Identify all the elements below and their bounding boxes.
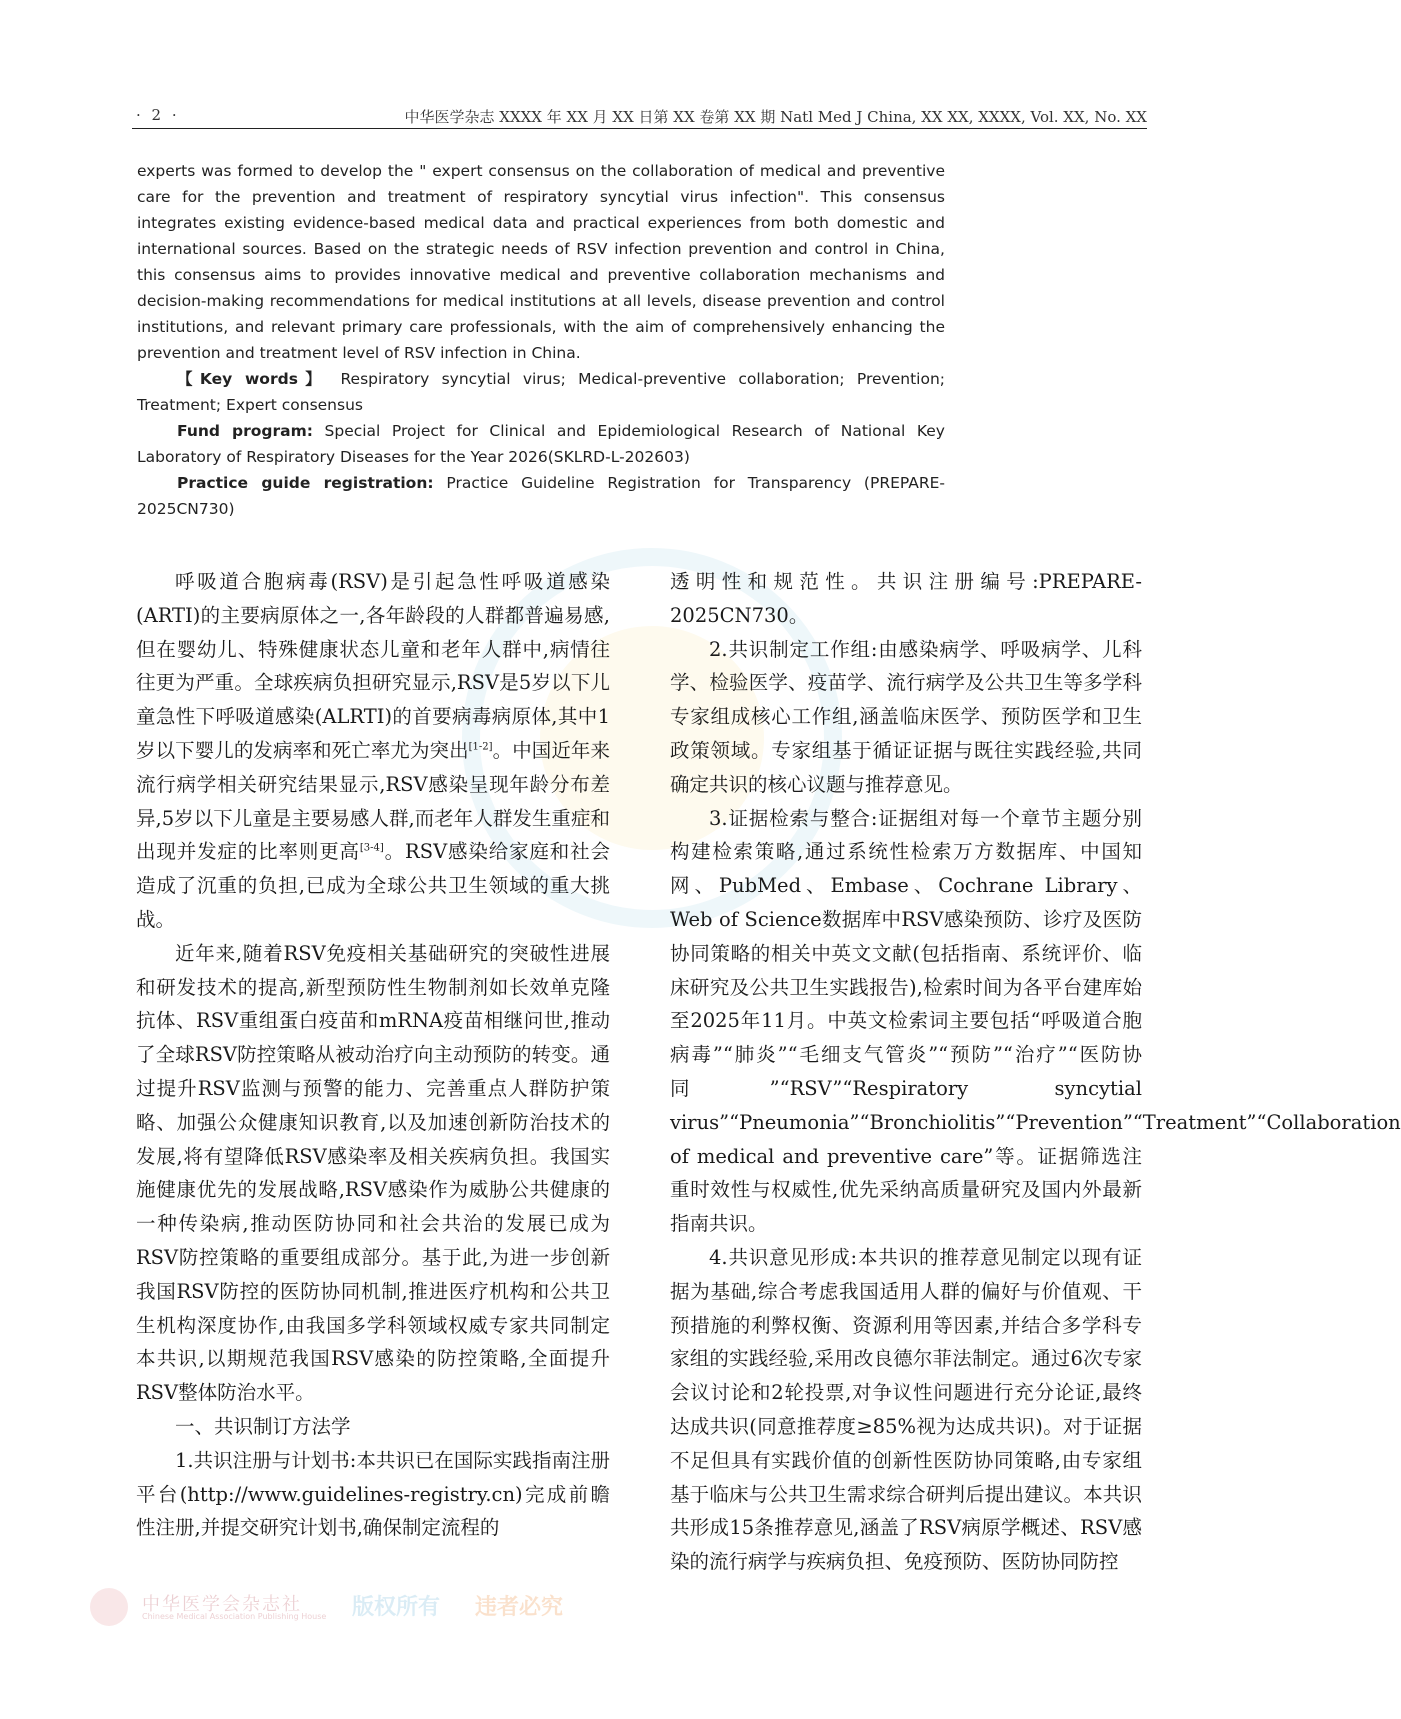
fund-text: Special Project for Clinical and Epidemiological Research of National Key Laboratory of Respiratory Diseases for the Year 2026(SKLRD-L-202603) (137, 422, 945, 466)
intro-text-a: 呼吸道合胞病毒(RSV)是引起急性呼吸道感染(ARTI)的主要病原体之一,各年龄段的人群都普遍易感,但在婴幼儿、特殊健康状态儿童和老年人群中,病情往往更为严重。全球疾病负担研究显示,RSV是5岁以下儿童急性下呼吸道感染(ALRTI)的首要病毒病原体,其中1岁以下婴儿的发病率和死亡率尤为突出 (136, 570, 610, 762)
abstract-body: experts was formed to develop the " expert consensus on the collaboration of medical and preventive care for the prevention and treatment of respiratory syncytial virus infection". This consensus integrates existing evidence-based medical data and practical experiences from both domestic and international sources. Based on the strategic needs of RSV infection prevention and control in China, this consensus aims to provides innovative medical and preventive collaboration mechanisms and decision-making recommendations for medical institutions at all levels, disease prevention and control institutions, and relevant primary care professionals, with the aim of comprehensively enhancing the prevention and treatment level of RSV infection in China. (137, 162, 945, 362)
fund-line (137, 418, 945, 470)
publisher-logo-icon (90, 1588, 128, 1626)
section-heading: 一、共识制订方法学 (175, 1414, 351, 1438)
keywords-line (137, 366, 945, 418)
publisher-watermark (90, 1588, 590, 1628)
method-paragraph-1-continued: 透明性和规范性。共识注册编号:PREPARE-2025CN730。 (670, 570, 1142, 627)
right-column (670, 565, 1401, 1579)
method-paragraph-4: 4.共识意见形成:本共识的推荐意见制定以现有证据为基础,综合考虑我国适用人群的偏好与价值观、干预措施的利弊权衡、资源利用等因素,并结合多学科专家组的实践经验,采用改良德尔菲法制定。通过6次专家会议讨论和2轮投票,对争议性问题进行充分论证,最终达成共识(同意推荐度≥85%视为达成共识)。对于证据不足但具有实践价值的创新性医防协同策略,由专家组基于临床与公共卫生需求综合研判后提出建议。本共识共形成15条推荐意见,涵盖了RSV病原学概述、RSV感染的流行病学与疾病负担、免疫预防、医防协同防控 (670, 1245, 1142, 1574)
publisher-name-cn: 中华医学会杂志社 (142, 1594, 302, 1615)
fund-label: Fund program: (177, 422, 313, 440)
method-paragraph-3: 3.证据检索与整合:证据组对每一个章节主题分别构建检索策略,通过系统性检索万方数据库、中国知网、PubMed、Embase、Cochrane Library、Web of Science数据库中RSV感染预防、诊疗及医防协同策略的相关中英文文献(包括指南、系统评价、临床研究及公共卫生实践报告),检索时间为各平台建库始至2025年11月。中英文检索词主要包括“呼吸道合胞病毒”“肺炎”“毛细支气管炎”“预防”“治疗”“医防协同”“RSV”“Respiratory syncytial virus”“Pneumonia”“Bronchiolitis”“Prevention”“Treatment”“Collaboration of medical and preventive care”等。证据筛选注重时效性与权威性,优先采纳高质量研究及国内外最新指南共识。 (670, 806, 1401, 1236)
journal-citation: 中华医学杂志 XXXX 年 XX 月 XX 日第 XX 卷第 XX 期 Natl Med J China, XX XX, XXXX, Vol. XX, No. XX (404, 108, 1147, 126)
copyright-warning: 违者必究 (475, 1594, 564, 1620)
page-number: · 2 · (136, 106, 180, 124)
registration-text: Practice Guideline Registration for Transparency (PREPARE-2025CN730) (137, 474, 945, 518)
registration-label: Practice guide registration: (177, 474, 434, 492)
keywords-label: 【Key words】 (177, 370, 329, 388)
keywords-text: Respiratory syncytial virus; Medical-preventive collaboration; Prevention; Treatment; Expert consensus (137, 370, 945, 414)
method-paragraph-1: 1.共识注册与计划书:本共识已在国际实践指南注册平台(http://www.guidelines-registry.cn)完成前瞻性注册,并提交研究计划书,确保制定流程的 (136, 1448, 610, 1540)
intro-paragraph-1 (136, 565, 610, 937)
intro-text-c: 。RSV感染给家庭和社会造成了沉重的负担,已成为全球公共卫生领域的重大挑战。 (136, 840, 610, 931)
citation-ref: [3-4] (359, 842, 384, 854)
citation-ref: [1-2] (468, 741, 493, 753)
publisher-name-en: Chinese Medical Association Publishing House (142, 1612, 327, 1621)
intro-paragraph-2: 近年来,随着RSV免疫相关基础研究的突破性进展和研发技术的提高,新型预防性生物制剂如长效单克隆抗体、RSV重组蛋白疫苗和mRNA疫苗相继问世,推动了全球RSV防控策略从被动治疗向主动预防的转变。通过提升RSV监测与预警的能力、完善重点人群防护策略、加强公众健康知识教育,以及加速创新防治技术的发展,将有望降低RSV感染率及相关疾病负担。我国实施健康优先的发展战略,RSV感染作为威胁公共健康的一种传染病,推动医防协同和社会共治的发展已成为RSV防控策略的重要组成部分。基于此,为进一步创新我国RSV防控的医防协同机制,推进医疗机构和公共卫生机构深度协作,由我国多学科领域权威专家共同制定本共识,以期规范我国RSV感染的防控策略,全面提升RSV整体防治水平。 (136, 941, 610, 1405)
english-abstract (137, 158, 945, 522)
method-paragraph-2: 2.共识制定工作组:由感染病学、呼吸病学、儿科学、检验医学、疫苗学、流行病学及公共卫生等多学科专家组成核心工作组,涵盖临床医学、预防医学和卫生政策领域。专家组基于循证证据与既往实践经验,共同确定共识的核心议题与推荐意见。 (670, 637, 1142, 796)
copyright-mark: 版权所有 (352, 1594, 441, 1620)
left-column (136, 565, 610, 1545)
registration-line (137, 470, 945, 522)
running-header (132, 104, 1147, 129)
intro-text-b: 。中国近年来流行病学相关研究结果显示,RSV感染呈现年龄分布差异,5岁以下儿童是主要易感人群,而老年人群发生重症和出现并发症的比率则更高 (136, 738, 610, 864)
